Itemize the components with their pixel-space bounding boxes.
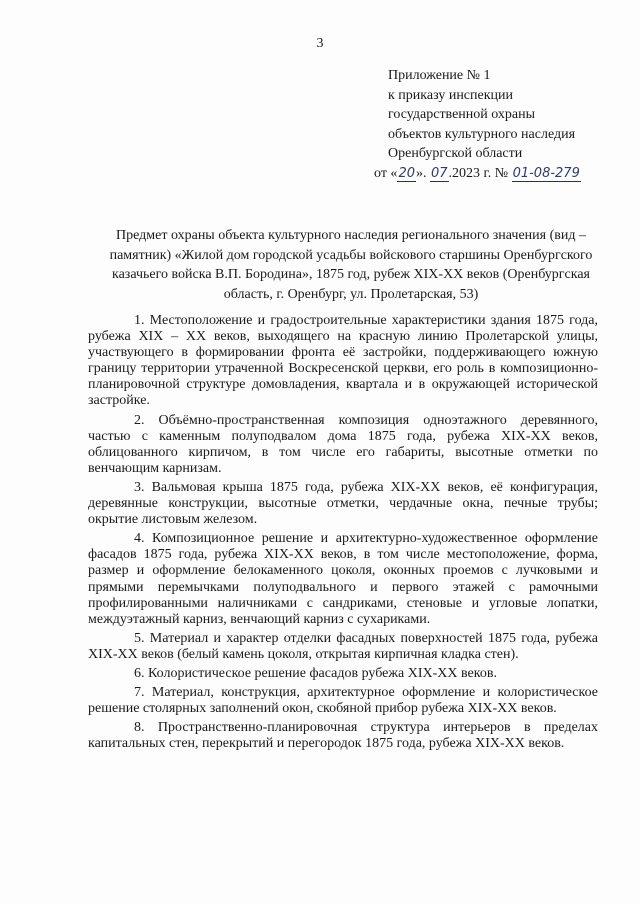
appendix-org-line-2: объектов культурного наследия — [388, 126, 576, 142]
appendix-title: Приложение № 1 — [388, 68, 491, 83]
list-item: 2. Объёмно-пространственная композиция одноэтажного деревянного, частью с каменным полуподвалом дома 1875 года, рубежа XIX-XX веков, облицованного кирпичом, в том числе его габариты, высотные отметки по венчающим карнизам. — [88, 412, 598, 476]
list-item: 8. Пространственно-планировочная структура интерьеров в пределах капитальных стен, перекрытий и перегородок 1875 года, рубежа XIX-XX веков. — [88, 720, 598, 752]
list-item: 3. Вальмовая крыша 1875 года, рубежа XIX-XX веков, её конфигурация, деревянные конструкции, высотные отметки, чердачные окна, печные трубы; окрытие листовым железом. — [88, 479, 598, 528]
appendix-org-line-1: государственной охраны — [388, 107, 536, 122]
appendix-date-line — [374, 164, 628, 184]
appendix-order-ref: к приказу инспекции — [388, 87, 514, 103]
list-item: 1. Местоположение и градостроительные характеристики здания 1875 года, рубежа XIX – XX веков, выходящего на красную линию Пролетарской улицы, участвующего в формировании фронта её застройки, поддерживающего южную границу территории утраченной Воскресенской церкви, его роль в композиционно-планировочной структуре домовладения, квартала и в окружающей исторической застройке. — [88, 313, 598, 409]
appendix-org-line-3: Оренбургской области — [388, 146, 523, 161]
protection-items-list — [88, 313, 598, 755]
page-number: 3 — [316, 36, 324, 51]
handwritten-month: 07 — [430, 165, 448, 181]
list-item: 5. Материал и характер отделки фасадных поверхностей 1875 года, рубежа XIX-XX веков (белый камень цоколя, открытая кирпичная кладка стен). — [88, 630, 598, 662]
date-year: .2023 г. № — [448, 165, 512, 181]
handwritten-day: 20 — [398, 165, 415, 181]
date-prefix: от « — [374, 165, 398, 181]
handwritten-order-number: 01-08-279 — [512, 165, 580, 181]
list-item: 4. Композиционное решение и архитектурно-художественное оформление фасадов 1875 года, рубежа XIX-XX веков, в том числе местоположение, форма, размер и оформление белокаменного цоколя, оконных проемов с лучковыми и прямыми перемычками полуподвального и первого этажей с рамочными профилированными наличниками с сандриками, стеновые и угловые лопатки, междуэтажный карниз, венчающий карниз с сухариками. — [88, 531, 598, 627]
date-separator: ». — [415, 165, 430, 181]
document-title: Предмет охраны объекта культурного наследия регионального значения (вид – памятник) «Жилой дом городской усадьбы войскового старшины Оренбургского казачьего войска В.П. Бородина», 1875 год, рубеж XIX-XX веков (Оренбургская область, г. Оренбург, ул. Пролетарская, 53) — [109, 228, 593, 302]
list-item: 7. Материал, конструкция, архитектурное оформление и колористическое решение столярных заполнений окон, скобяной прибор рубежа XIX-XX веков. — [88, 685, 598, 717]
appendix-block — [374, 66, 628, 183]
list-item: 6. Колористическое решение фасадов рубежа XIX-XX веков. — [134, 665, 497, 681]
